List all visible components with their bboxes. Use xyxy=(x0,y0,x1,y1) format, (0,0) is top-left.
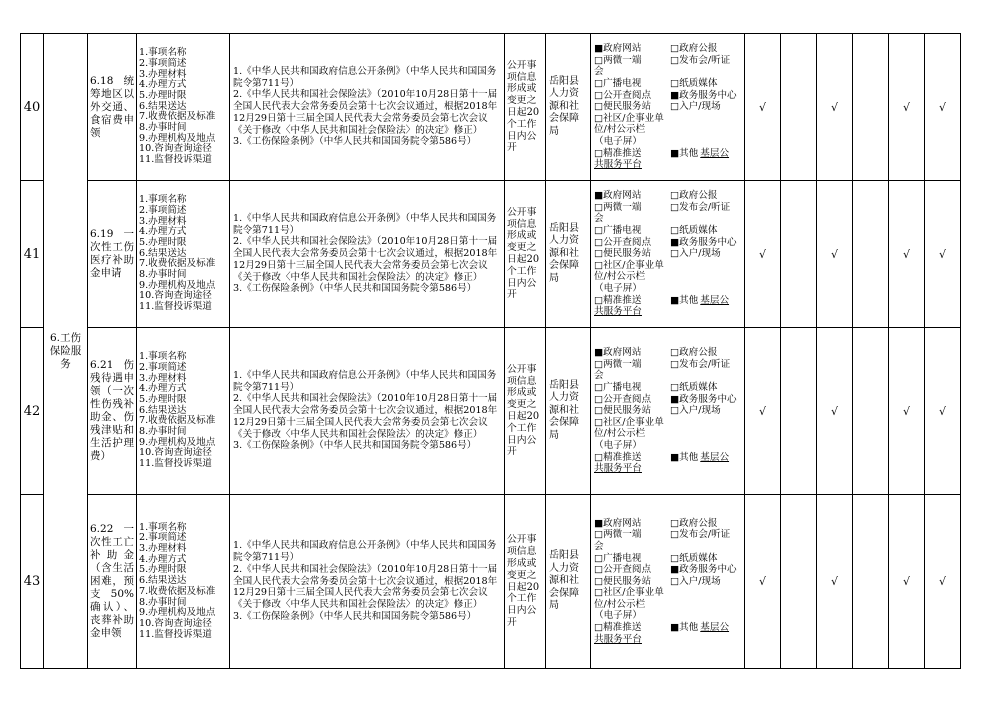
channel-option: □两微一端 xyxy=(594,358,642,370)
legal-basis xyxy=(230,181,505,328)
channel-option: 基层公 xyxy=(700,294,730,306)
channel-option: ■政府网站 xyxy=(594,517,642,529)
channel-line xyxy=(594,394,741,406)
channel-option: □便民服务站 xyxy=(594,248,652,260)
table-row xyxy=(21,495,961,669)
channel-line xyxy=(594,382,741,394)
table-row xyxy=(21,34,961,181)
content-item: 9.办理机构及地点 xyxy=(139,436,216,448)
basis-item: 3.《工伤保险条例》（中华人民共和国国务院令第586号） xyxy=(233,136,477,148)
disclosure-channels xyxy=(591,495,745,669)
channel-option: □社区/企事业单位/村公示栏 xyxy=(594,587,664,610)
content-item: 5.办理时限 xyxy=(139,393,187,405)
channel-line xyxy=(594,518,741,530)
channel-line xyxy=(594,587,741,610)
content-item: 1.事项名称 xyxy=(139,521,187,533)
disclosure-content-list xyxy=(137,495,230,669)
basis-item: 3.《工伤保险条例》（中华人民共和国国务院令第586号） xyxy=(233,440,477,452)
check-cell xyxy=(781,34,817,181)
channel-line xyxy=(594,553,741,565)
channel-option: □社区/企事业单位/村公示栏 xyxy=(594,112,664,136)
channel-option: 基层公 xyxy=(700,622,730,634)
content-item: 3.办理材料 xyxy=(139,68,187,80)
check-cell xyxy=(781,328,817,495)
channel-option: 会 xyxy=(594,213,604,225)
content-item: 11.监督投诉渠道 xyxy=(139,301,212,313)
check-cell xyxy=(781,181,817,328)
channel-option: □广播电视 xyxy=(594,552,642,564)
channel-option: ■政府网站 xyxy=(594,43,642,55)
channel-option: □精准推送 xyxy=(594,451,642,463)
channel-option: □广播电视 xyxy=(594,382,642,394)
check-cell: √ xyxy=(889,495,925,669)
channel-option: 会 xyxy=(594,540,604,552)
disclosure-table xyxy=(20,33,961,669)
channel-option: □入户/现场 xyxy=(670,248,721,260)
channel-option: □政府公报 xyxy=(670,347,718,359)
channel-option: □精准推送 xyxy=(594,622,642,634)
content-item: 2.事项简述 xyxy=(139,361,187,373)
channel-option: □政府公报 xyxy=(670,190,718,202)
channel-line xyxy=(594,190,741,202)
content-item: 1.事项名称 xyxy=(139,194,187,206)
row-number: 40 xyxy=(21,34,44,181)
channel-option: ■其他 xyxy=(670,294,699,306)
legal-basis xyxy=(230,495,505,669)
content-item: 2.事项简述 xyxy=(139,57,187,69)
check-cell xyxy=(853,328,889,495)
channel-option: □便民服务站 xyxy=(594,101,652,113)
row-number: 42 xyxy=(21,328,44,495)
channel-option: □公开查阅点 xyxy=(594,393,652,405)
channel-option: □纸质媒体 xyxy=(670,78,718,90)
channel-line xyxy=(594,101,741,113)
content-item: 5.办理时限 xyxy=(139,89,187,101)
channel-option: □精准推送 xyxy=(594,294,642,306)
content-item: 1.事项名称 xyxy=(139,351,187,363)
basis-item: 1.《中华人民共和国政府信息公开条例》（中华人民共和国国务院令第711号） xyxy=(233,540,497,563)
content-item: 6.结果送达 xyxy=(139,575,187,587)
channel-line xyxy=(594,260,741,283)
disclosure-agency: 岳阳县人力资源和社会保障局 xyxy=(546,181,591,328)
channel-option: ■其他 xyxy=(670,451,699,463)
channel-option: 共服务平台 xyxy=(594,463,642,475)
check-cell: √ xyxy=(817,495,853,669)
channel-line xyxy=(594,541,741,553)
channel-line xyxy=(594,113,741,136)
channel-line xyxy=(594,90,741,102)
channel-option: ■政府网站 xyxy=(594,190,642,202)
channel-line xyxy=(594,463,741,475)
check-cell: √ xyxy=(745,328,781,495)
disclosure-time: 公开事项信息形成或变更之日起20个工作日内公开 xyxy=(505,181,546,328)
content-item: 9.办理机构及地点 xyxy=(139,607,216,619)
channel-option: □社区/企事业单位/村公示栏 xyxy=(594,416,664,440)
channel-line xyxy=(594,576,741,588)
check-cell: √ xyxy=(925,328,961,495)
basis-item: 2.《中华人民共和国社会保险法》（2010年10月28日第十一届全国人民代表大会常务委员会第十七次会议通过，根据2018年12月29日第十三届全国人民代表大会常务委员会第七次会议《关于修改〈中华人民共和国社会保险法〉的决定》修正） xyxy=(233,236,498,283)
channel-option: □政府公报 xyxy=(670,43,718,55)
channel-line xyxy=(594,610,741,622)
disclosure-content-list xyxy=(137,34,230,181)
channel-option: □广播电视 xyxy=(594,225,642,237)
basis-item: 1.《中华人民共和国政府信息公开条例》（中华人民共和国国务院令第711号） xyxy=(233,212,497,236)
check-cell: √ xyxy=(889,328,925,495)
content-item: 3.办理材料 xyxy=(139,215,187,227)
channel-option: □两微一端 xyxy=(594,201,642,213)
channel-option: ■政务服务中心 xyxy=(670,89,737,101)
content-item: 9.办理机构及地点 xyxy=(139,132,216,144)
item-name: 6.19一次性工伤医疗补助金申请 xyxy=(88,181,137,328)
disclosure-time: 公开事项信息形成或变更之日起20个工作日内公开 xyxy=(505,495,546,669)
basis-item: 2.《中华人民共和国社会保险法》（2010年10月28日第十一届全国人民代表大会常务委员会第十七次会议通过，根据2018年12月29日第十三届全国人民代表大会常务委员会第七次会议《关于修改〈中华人民共和国社会保险法〉的决定》修正） xyxy=(233,393,498,440)
channel-option: ■其他 xyxy=(670,147,699,159)
channel-line xyxy=(594,417,741,440)
channel-option: ■其他 xyxy=(670,622,699,634)
channel-line xyxy=(594,405,741,417)
check-cell xyxy=(853,34,889,181)
channel-option: 基层公 xyxy=(700,147,730,159)
channel-option: □广播电视 xyxy=(594,78,642,90)
table-row xyxy=(21,328,961,495)
channel-line xyxy=(594,359,741,371)
basis-item: 1.《中华人民共和国政府信息公开条例》（中华人民共和国国务院令第711号） xyxy=(233,65,497,89)
content-item: 10.咨询查询途径 xyxy=(139,290,212,302)
content-item: 11.监督投诉渠道 xyxy=(139,628,212,640)
check-cell: √ xyxy=(925,34,961,181)
channel-line xyxy=(594,213,741,225)
channel-option: 会 xyxy=(594,66,604,78)
legal-basis xyxy=(230,34,505,181)
content-item: 6.结果送达 xyxy=(139,100,187,112)
channel-option: □精准推送 xyxy=(594,147,642,159)
channel-line xyxy=(594,306,741,318)
basis-item: 3.《工伤保险条例》（中华人民共和国国务院令第586号） xyxy=(233,283,477,295)
channel-option: ■政务服务中心 xyxy=(670,564,737,576)
channel-option: □入户/现场 xyxy=(670,405,721,417)
content-item: 9.办理机构及地点 xyxy=(139,279,216,291)
disclosure-channels xyxy=(591,328,745,495)
table-row xyxy=(21,181,961,328)
content-item: 2.事项简述 xyxy=(139,204,187,216)
content-item: 7.收费依据及标准 xyxy=(139,111,216,123)
channel-option: □社区/企事业单位/村公示栏 xyxy=(594,259,664,283)
channel-line xyxy=(594,440,741,452)
check-cell xyxy=(781,495,817,669)
item-name: 6.21伤残待遇申领（一次性伤残补助金、伤残津贴和生活护理费） xyxy=(88,328,137,495)
channel-option: （电子屏） xyxy=(594,282,642,294)
channel-option: □便民服务站 xyxy=(594,575,652,587)
channel-line xyxy=(594,136,741,148)
check-cell: √ xyxy=(817,181,853,328)
channel-option: □入户/现场 xyxy=(670,101,721,113)
channel-option: □政府公报 xyxy=(670,517,718,529)
disclosure-channels xyxy=(591,34,745,181)
channel-line xyxy=(594,452,741,464)
legal-basis xyxy=(230,328,505,495)
channel-option: ■政务服务中心 xyxy=(670,393,737,405)
check-cell: √ xyxy=(889,181,925,328)
check-cell: √ xyxy=(817,328,853,495)
row-number: 41 xyxy=(21,181,44,328)
check-cell: √ xyxy=(925,495,961,669)
channel-line xyxy=(594,202,741,214)
content-item: 2.事项简述 xyxy=(139,532,187,544)
check-cell xyxy=(853,495,889,669)
disclosure-agency: 岳阳县人力资源和社会保障局 xyxy=(546,495,591,669)
channel-option: （电子屏） xyxy=(594,610,642,622)
basis-item: 2.《中华人民共和国社会保险法》（2010年10月28日第十一届全国人民代表大会常务委员会第十七次会议通过，根据2018年12月29日第十三届全国人民代表大会常务委员会第七次会议《关于修改〈中华人民共和国社会保险法〉的决定》修正） xyxy=(233,89,498,136)
channel-option: □发布会/听证 xyxy=(670,358,731,370)
item-name: 6.18统筹地区以外交通、食宿费申领 xyxy=(88,34,137,181)
channel-option: □两微一端 xyxy=(594,529,642,541)
content-item: 3.办理材料 xyxy=(139,543,187,555)
content-item: 8.办事时间 xyxy=(139,596,187,608)
channel-option: ■政府网站 xyxy=(594,347,642,359)
channel-option: （电子屏） xyxy=(594,439,642,451)
content-item: 7.收费依据及标准 xyxy=(139,258,216,270)
content-item: 6.结果送达 xyxy=(139,404,187,416)
content-item: 10.咨询查询途径 xyxy=(139,617,212,629)
content-item: 7.收费依据及标准 xyxy=(139,585,216,597)
channel-line xyxy=(594,634,741,646)
channel-option: 共服务平台 xyxy=(594,306,642,318)
channel-option: 共服务平台 xyxy=(594,633,642,645)
channel-line xyxy=(594,564,741,576)
channel-option: （电子屏） xyxy=(594,135,642,147)
row-number: 43 xyxy=(21,495,44,669)
channel-option: □纸质媒体 xyxy=(670,552,718,564)
channel-option: □发布会/听证 xyxy=(670,201,731,213)
channel-option: □发布会/听证 xyxy=(670,54,731,66)
basis-item: 1.《中华人民共和国政府信息公开条例》（中华人民共和国国务院令第711号） xyxy=(233,369,497,393)
content-item: 8.办事时间 xyxy=(139,426,187,438)
disclosure-agency: 岳阳县人力资源和社会保障局 xyxy=(546,328,591,495)
channel-option: □入户/现场 xyxy=(670,575,721,587)
channel-option: □发布会/听证 xyxy=(670,529,731,541)
check-cell: √ xyxy=(745,495,781,669)
check-cell xyxy=(853,181,889,328)
check-cell: √ xyxy=(925,181,961,328)
channel-line xyxy=(594,148,741,160)
content-item: 8.办事时间 xyxy=(139,122,187,134)
disclosure-content-list xyxy=(137,181,230,328)
check-cell: √ xyxy=(817,34,853,181)
content-item: 4.办理方式 xyxy=(139,383,187,395)
disclosure-time: 公开事项信息形成或变更之日起20个工作日内公开 xyxy=(505,34,546,181)
channel-line xyxy=(594,347,741,359)
channel-line xyxy=(594,370,741,382)
content-item: 5.办理时限 xyxy=(139,236,187,248)
channel-option: 会 xyxy=(594,370,604,382)
check-cell: √ xyxy=(889,34,925,181)
content-item: 4.办理方式 xyxy=(139,553,187,565)
channel-line xyxy=(594,78,741,90)
content-item: 1.事项名称 xyxy=(139,47,187,59)
item-name: 6.22一次性工亡补助金（含生活困难，预支50%确认）、丧葬补助金申领 xyxy=(88,495,137,669)
disclosure-content-list xyxy=(137,328,230,495)
basis-item: 3.《工伤保险条例》（中华人民共和国国务院令第586号） xyxy=(233,610,477,622)
channel-line xyxy=(594,248,741,260)
channel-option: □便民服务站 xyxy=(594,405,652,417)
content-item: 11.监督投诉渠道 xyxy=(139,154,212,166)
channel-option: 共服务平台 xyxy=(594,159,642,171)
channel-line xyxy=(594,159,741,171)
channel-line xyxy=(594,283,741,295)
check-cell: √ xyxy=(745,181,781,328)
content-item: 4.办理方式 xyxy=(139,79,187,91)
channel-line xyxy=(594,43,741,55)
content-item: 4.办理方式 xyxy=(139,226,187,238)
content-item: 7.收费依据及标准 xyxy=(139,415,216,427)
channel-option: □两微一端 xyxy=(594,54,642,66)
channel-option: □纸质媒体 xyxy=(670,382,718,394)
content-item: 6.结果送达 xyxy=(139,247,187,259)
channel-option: □公开查阅点 xyxy=(594,236,652,248)
channel-line xyxy=(594,529,741,541)
content-item: 11.监督投诉渠道 xyxy=(139,458,212,470)
channel-option: □公开查阅点 xyxy=(594,564,652,576)
channel-option: ■政务服务中心 xyxy=(670,236,737,248)
channel-option: □公开查阅点 xyxy=(594,89,652,101)
channel-line xyxy=(594,237,741,249)
disclosure-time: 公开事项信息形成或变更之日起20个工作日内公开 xyxy=(505,328,546,495)
content-item: 10.咨询查询途径 xyxy=(139,143,212,155)
channel-line xyxy=(594,295,741,307)
disclosure-agency: 岳阳县人力资源和社会保障局 xyxy=(546,34,591,181)
channel-option: 基层公 xyxy=(700,451,730,463)
channel-line xyxy=(594,622,741,634)
content-item: 3.办理材料 xyxy=(139,372,187,384)
basis-item: 2.《中华人民共和国社会保险法》（2010年10月28日第十一届全国人民代表大会常务委员会第十七次会议通过，根据2018年12月29日第十三届全国人民代表大会常务委员会第七次会议《关于修改〈中华人民共和国社会保险法〉的决定》修正） xyxy=(233,563,498,611)
disclosure-channels xyxy=(591,181,745,328)
category-cell: 6.工伤保险服务 xyxy=(44,34,88,669)
channel-option: □纸质媒体 xyxy=(670,225,718,237)
channel-line xyxy=(594,55,741,67)
check-cell: √ xyxy=(745,34,781,181)
content-item: 8.办事时间 xyxy=(139,269,187,281)
content-item: 5.办理时限 xyxy=(139,564,187,576)
content-item: 10.咨询查询途径 xyxy=(139,447,212,459)
channel-line xyxy=(594,225,741,237)
channel-line xyxy=(594,66,741,78)
